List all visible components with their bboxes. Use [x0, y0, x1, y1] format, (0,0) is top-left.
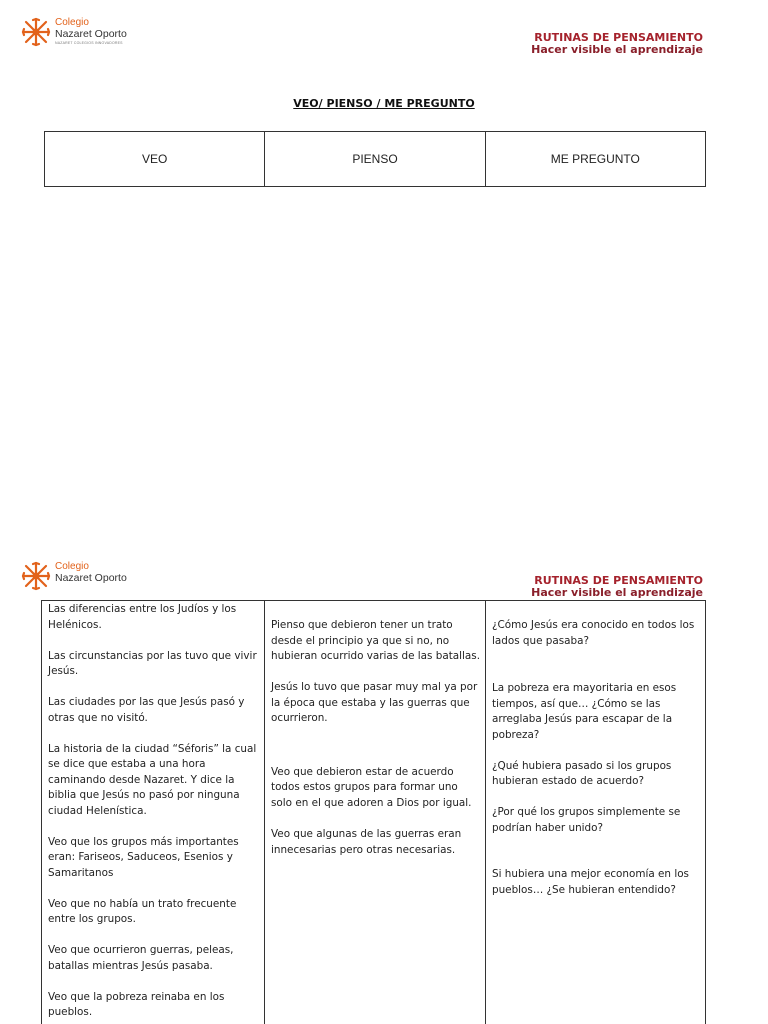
pienso-column	[265, 601, 486, 1024]
veo-entry: Veo que ocurrieron guerras, peleas, batallas mientras Jesús pasaba.	[48, 944, 234, 972]
me-pregunto-entry: La pobreza era mayoritaria en esos tiempos, así que… ¿Cómo se las arreglaba Jesús para escapar de la pobreza?	[492, 682, 677, 741]
header-cell-veo: VEO	[141, 152, 168, 166]
routine-content-table	[41, 600, 706, 1024]
school-logo	[20, 560, 127, 592]
routine-title: RUTINAS DE PENSAMIENTO	[534, 574, 703, 587]
logo-colegio-text: Colegio	[55, 17, 89, 28]
document-title: VEO/ PIENSO / ME PREGUNTO	[293, 97, 475, 110]
me-pregunto-entry: ¿Cómo Jesús era conocido en todos los lados que pasaba?	[492, 619, 695, 647]
veo-column	[42, 601, 265, 1024]
sun-logo-icon	[20, 560, 52, 592]
routine-heading	[531, 32, 703, 56]
veo-entry: Las circunstancias por las tuvo que vivir Jesús.	[48, 649, 257, 677]
logo-school-name: Nazaret Oporto	[55, 572, 127, 584]
routine-title: RUTINAS DE PENSAMIENTO	[534, 31, 703, 44]
pienso-entry: Jesús lo tuvo que pasar muy mal ya por la época que estaba y las guerras que ocurrieron.	[271, 681, 478, 724]
page-header-1	[0, 16, 768, 66]
routine-subtitle: Hacer visible el aprendizaje	[531, 586, 703, 599]
logo-school-name: Nazaret Oporto	[55, 28, 127, 40]
pienso-entry: Pienso que debieron tener un trato desde el principio ya que si no, no hubieran ocurrido varias de las batallas.	[271, 619, 481, 662]
pienso-entry: Veo que algunas de las guerras eran innecesarias pero otras necesarias.	[271, 828, 462, 856]
header-cell-pienso: PIENSO	[264, 132, 484, 186]
pienso-entry: Veo que debieron estar de acuerdo todos estos grupos para formar uno solo en el que adoren a Dios por igual.	[271, 765, 472, 809]
veo-entry: Veo que los grupos más importantes eran: Fariseos, Saduceos, Esenios y Samaritanos	[48, 835, 239, 879]
veo-entry: Veo que la pobreza reinaba en los pueblos.	[48, 990, 225, 1018]
header-cell-me-pregunto: ME PREGUNTO	[485, 132, 705, 186]
veo-entry: Veo que no había un trato frecuente entre los grupos.	[48, 897, 237, 925]
me-pregunto-column	[486, 601, 705, 1024]
routine-heading	[531, 575, 703, 599]
veo-entry: Las diferencias entre los Judíos y los Helénicos.	[48, 603, 237, 631]
me-pregunto-entry: ¿Qué hubiera pasado si los grupos hubieran estado de acuerdo?	[492, 759, 672, 787]
logo-subtitle: NAZARET COLEGIOS INNOVADORES	[55, 40, 123, 45]
routine-header-table	[44, 131, 706, 187]
logo-colegio-text: Colegio	[55, 561, 89, 572]
me-pregunto-entry: ¿Por qué los grupos simplemente se podrían haber unido?	[492, 806, 681, 834]
school-logo	[20, 16, 127, 48]
sun-logo-icon	[20, 16, 52, 48]
veo-entry: La historia de la ciudad “Séforis” la cual se dice que estaba a una hora caminando desde Nazaret. Y dice la biblia que Jesús no pasó por ninguna ciudad Helenística.	[48, 742, 257, 817]
me-pregunto-entry: Si hubiera una mejor economía en los pueblos… ¿Se hubieran entendido?	[492, 868, 689, 896]
veo-entry: Las ciudades por las que Jesús pasó y otras que no visitó.	[48, 696, 245, 724]
routine-subtitle: Hacer visible el aprendizaje	[531, 43, 703, 56]
